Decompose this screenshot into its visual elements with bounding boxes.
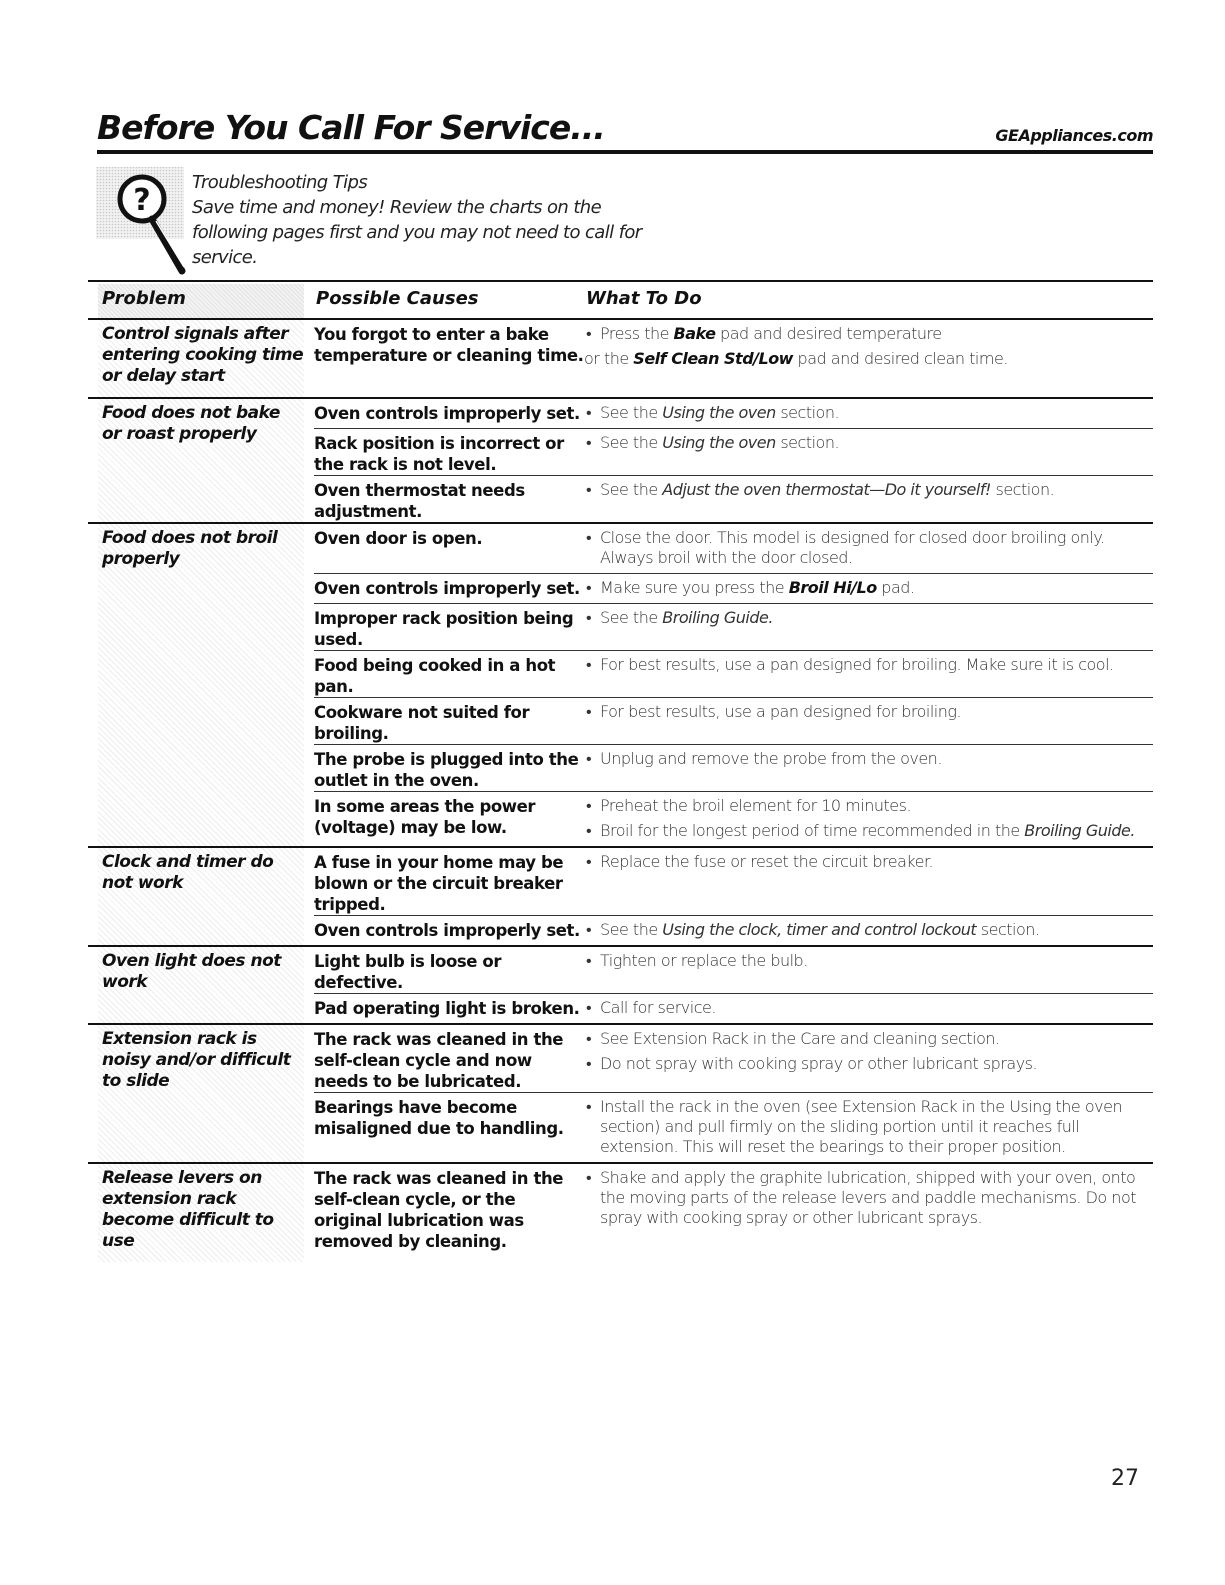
action-text: Replace the fuse or reset the circuit breaker. <box>600 852 934 871</box>
action-text: section. <box>990 480 1055 499</box>
cause-row <box>314 1092 1153 1162</box>
problem-label: Control signals after entering cooking time or delay start <box>102 324 304 386</box>
column-header-problem: Problem <box>102 288 186 309</box>
what-to-do <box>584 324 1153 374</box>
problem-cell <box>98 1025 304 1162</box>
action-item <box>584 951 1153 971</box>
action-text: pad and desired temperature <box>715 324 942 343</box>
problem-group <box>88 945 1153 1023</box>
emphasized-text: Self Clean Std/Low <box>633 349 793 368</box>
cause-row <box>314 524 1153 573</box>
problem-group <box>88 1023 1153 1162</box>
action-text: or the <box>584 349 634 368</box>
action-item <box>584 349 1153 369</box>
action-item <box>584 1168 1153 1228</box>
problem-cell <box>98 524 304 846</box>
cause-row <box>314 791 1153 846</box>
reference-text: Broiling Guide. <box>662 608 773 627</box>
action-text: See the <box>600 433 663 452</box>
emphasized-text: Bake <box>673 324 716 343</box>
tips-line: Troubleshooting Tips <box>192 172 368 193</box>
action-text: section. <box>775 403 840 422</box>
problem-group <box>88 397 1153 522</box>
possible-cause: Food being cooked in a hot pan. <box>314 656 556 696</box>
problem-cell <box>98 947 304 1023</box>
troubleshooting-tips-text <box>192 170 652 270</box>
action-item <box>584 1097 1153 1157</box>
emphasized-text: Broil Hi/Lo <box>788 578 877 597</box>
action-text: Make sure you press the <box>600 578 789 597</box>
cause-row <box>314 697 1153 744</box>
problem-label: Food does not bake or roast properly <box>102 403 280 444</box>
column-header-what-to-do: What To Do <box>586 288 702 309</box>
what-to-do <box>584 1097 1153 1162</box>
reference-text: Using the oven <box>662 403 776 422</box>
what-to-do <box>584 403 1153 428</box>
action-item <box>584 608 1153 628</box>
cause-row <box>314 320 1153 374</box>
action-item <box>584 998 1153 1018</box>
action-text: pad and desired clean time. <box>792 349 1008 368</box>
reference-text: Using the oven <box>662 433 776 452</box>
tips-line: following pages first and you may not need to call for <box>192 222 642 243</box>
action-item <box>584 702 1153 722</box>
possible-cause: Light bulb is loose or defective. <box>314 952 502 992</box>
what-to-do <box>584 578 1153 603</box>
action-text: section. <box>976 920 1040 939</box>
action-item <box>584 1029 1153 1049</box>
action-text: See Extension Rack in the Care and cleaning section. <box>600 1029 1000 1048</box>
page-number: 27 <box>1111 1466 1139 1491</box>
tips-line: service. <box>192 247 258 268</box>
cause-row <box>314 650 1153 697</box>
possible-cause: Oven door is open. <box>314 529 483 548</box>
possible-cause: Oven thermostat needs adjustment. <box>314 481 525 521</box>
what-to-do <box>584 920 1153 945</box>
problem-label: Release levers on extension rack become difficult to use <box>102 1168 274 1251</box>
action-text: See the <box>600 403 663 422</box>
possible-cause: Oven controls improperly set. <box>314 404 580 423</box>
action-text: Call for service. <box>600 998 716 1017</box>
action-item <box>584 528 1153 568</box>
reference-text: Using the clock, timer and control lockout <box>662 920 977 939</box>
cause-row <box>314 573 1153 603</box>
action-item <box>584 796 1153 816</box>
possible-cause: Rack position is incorrect or the rack is not level. <box>314 434 564 474</box>
cause-row <box>314 428 1153 475</box>
action-text: Shake and apply the graphite lubrication, shipped with your oven, onto the moving parts of the release levers and paddle mechanisms. Do not spray with cooking spray or other lubricant sprays. <box>600 1168 1136 1227</box>
question-mark-magnifier-icon <box>96 163 186 275</box>
what-to-do <box>584 1029 1153 1092</box>
possible-cause: Oven controls improperly set. <box>314 579 580 598</box>
possible-cause: The rack was cleaned in the self-clean cycle and now needs to be lubricated. <box>314 1030 564 1091</box>
action-text: pad. <box>876 578 915 597</box>
possible-cause: Oven controls improperly set. <box>314 921 580 940</box>
reference-text: Broiling Guide. <box>1024 821 1135 840</box>
problem-group <box>88 522 1153 846</box>
action-text: Install the rack in the oven (see Extension Rack in the Using the oven section) and pull firmly on the sliding portion until it reaches full extension. This will reset the bearings to their proper position. <box>600 1097 1123 1156</box>
what-to-do <box>584 702 1153 744</box>
cause-row <box>314 1164 1153 1252</box>
cause-row <box>314 399 1153 428</box>
problem-cell <box>98 320 304 397</box>
tips-line: Save time and money! Review the charts on the <box>192 197 602 218</box>
what-to-do <box>584 749 1153 791</box>
possible-cause: The rack was cleaned in the self-clean cycle, or the original lubrication was removed by cleaning. <box>314 1169 564 1251</box>
what-to-do <box>584 608 1153 650</box>
action-text: Close the door. This model is designed for closed door broiling only. Always broil with the door closed. <box>600 528 1105 567</box>
what-to-do <box>584 480 1153 522</box>
table-header-rule <box>88 280 1153 282</box>
action-item <box>584 324 1153 344</box>
action-item <box>584 403 1153 423</box>
cause-row <box>314 475 1153 522</box>
website-url: GEAppliances.com <box>995 126 1153 145</box>
what-to-do <box>584 433 1153 475</box>
problem-group <box>88 318 1153 397</box>
what-to-do <box>584 655 1153 697</box>
action-item <box>584 821 1153 841</box>
possible-cause: A fuse in your home may be blown or the circuit breaker tripped. <box>314 853 564 914</box>
column-header-possible-causes: Possible Causes <box>316 288 479 309</box>
reference-text: Adjust the oven thermostat—Do it yourself! <box>662 480 991 499</box>
action-item <box>584 852 1153 872</box>
action-item <box>584 480 1153 500</box>
action-item <box>584 578 1153 598</box>
problem-label: Food does not broil properly <box>102 528 278 569</box>
page-title: Before You Call For Service... <box>97 108 605 147</box>
action-text: Press the <box>600 324 674 343</box>
action-item <box>584 749 1153 769</box>
title-divider <box>97 150 1153 154</box>
cause-row <box>314 915 1153 945</box>
action-text: Preheat the broil element for 10 minutes. <box>600 796 912 815</box>
problem-cell <box>98 399 304 522</box>
what-to-do <box>584 998 1153 1023</box>
problem-label: Extension rack is noisy and/or difficult to slide <box>102 1029 291 1091</box>
possible-cause: Improper rack position being used. <box>314 609 574 649</box>
action-text: See the <box>600 608 663 627</box>
problem-label: Clock and timer do not work <box>102 852 274 893</box>
action-text: Do not spray with cooking spray or other lubricant sprays. <box>600 1054 1038 1073</box>
possible-cause: In some areas the power (voltage) may be low. <box>314 797 536 837</box>
possible-cause: Cookware not suited for broiling. <box>314 703 530 743</box>
svg-text:?: ? <box>133 183 151 218</box>
what-to-do <box>584 1168 1153 1252</box>
cause-row <box>314 1025 1153 1092</box>
cause-row <box>314 947 1153 993</box>
troubleshooting-table <box>88 318 1153 1262</box>
action-text: See the <box>600 480 663 499</box>
possible-cause: The probe is plugged into the outlet in the oven. <box>314 750 579 790</box>
problem-group <box>88 1162 1153 1262</box>
possible-cause: You forgot to enter a bake temperature or cleaning time. <box>314 325 584 365</box>
what-to-do <box>584 852 1153 915</box>
problem-group <box>88 846 1153 945</box>
possible-cause: Bearings have become misaligned due to handling. <box>314 1098 564 1138</box>
cause-row <box>314 603 1153 650</box>
action-text: See the <box>600 920 663 939</box>
action-text: For best results, use a pan designed for broiling. <box>600 702 962 721</box>
cause-row <box>314 848 1153 915</box>
problem-cell <box>98 1164 304 1262</box>
cause-row <box>314 744 1153 791</box>
action-text: Tighten or replace the bulb. <box>600 951 808 970</box>
action-text: section. <box>775 433 840 452</box>
action-item <box>584 1054 1153 1074</box>
action-item <box>584 655 1153 675</box>
what-to-do <box>584 796 1153 846</box>
possible-cause: Pad operating light is broken. <box>314 999 580 1018</box>
what-to-do <box>584 528 1153 573</box>
cause-row <box>314 993 1153 1023</box>
what-to-do <box>584 951 1153 993</box>
action-text: For best results, use a pan designed for broiling. Make sure it is cool. <box>600 655 1114 674</box>
problem-cell <box>98 848 304 945</box>
action-text: Unplug and remove the probe from the oven. <box>600 749 942 768</box>
problem-label: Oven light does not work <box>102 951 281 992</box>
action-text: Broil for the longest period of time recommended in the <box>600 821 1025 840</box>
action-item <box>584 433 1153 453</box>
action-item <box>584 920 1153 940</box>
